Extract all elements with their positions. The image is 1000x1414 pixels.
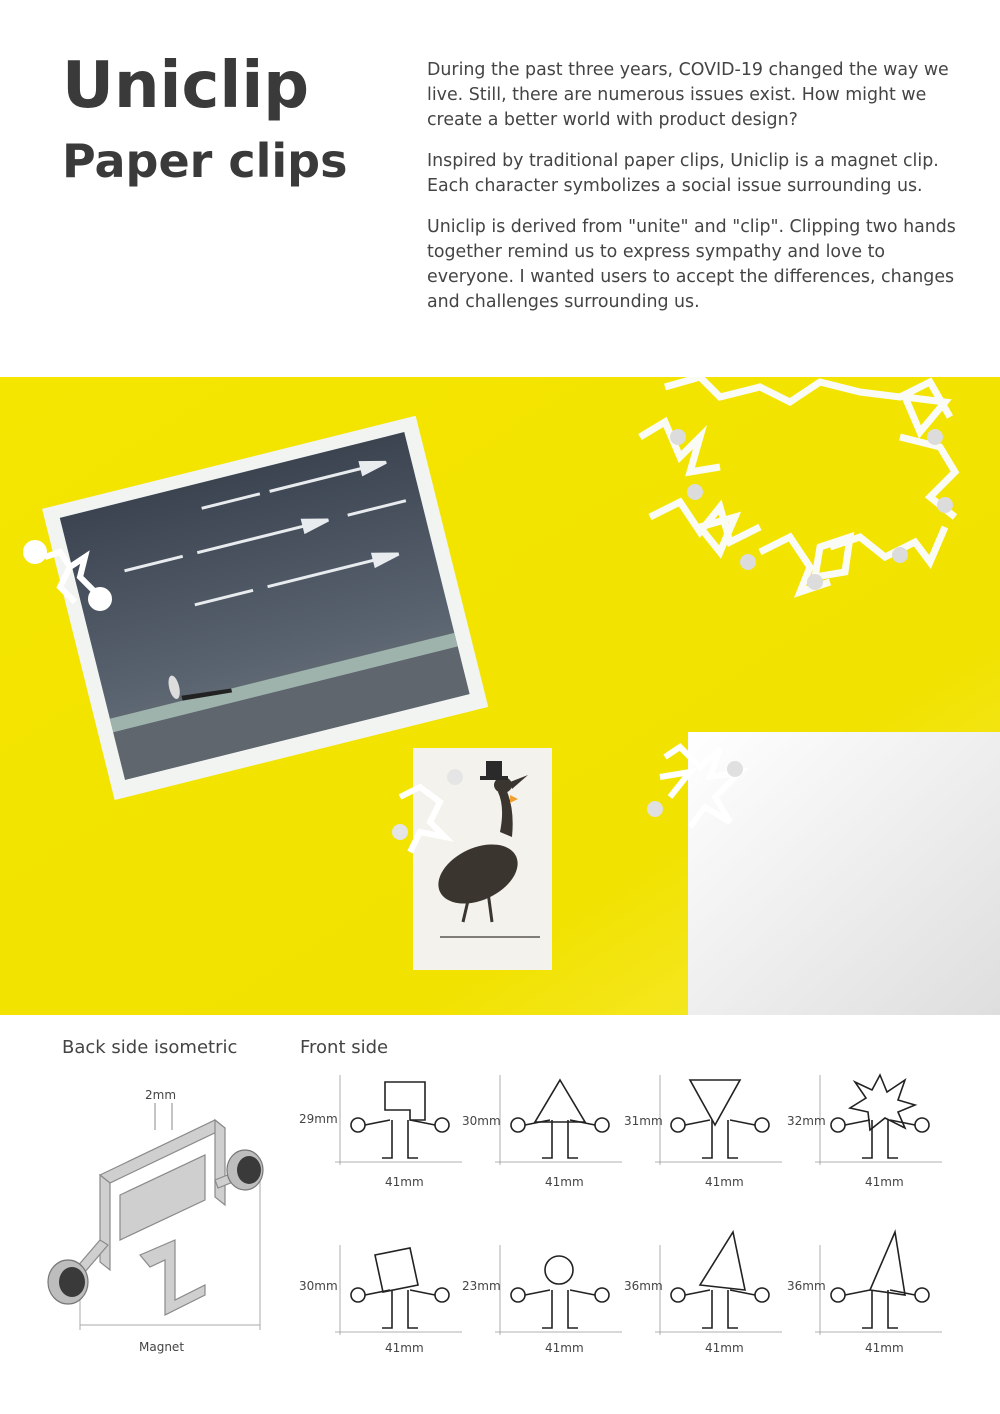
clip-arm-outline [685, 1120, 755, 1125]
clip-legs-outline [862, 1290, 898, 1328]
page-title: Uniclip [62, 49, 310, 123]
clip-width-label: 41mm [705, 1175, 744, 1189]
front-heading: Front side [300, 1037, 389, 1058]
clip-legs-outline [382, 1120, 418, 1158]
clip-magnet-outline [351, 1288, 365, 1302]
clip-magnet-outline [755, 1118, 769, 1132]
clip-height-label: 23mm [462, 1279, 501, 1293]
product-photo [0, 377, 1000, 1015]
clip-head-outline [690, 1080, 740, 1125]
clip-head-outline [545, 1256, 573, 1284]
duck-card [413, 748, 552, 970]
clip-width-label: 41mm [385, 1175, 424, 1189]
clip-magnet-outline [351, 1118, 365, 1132]
page-subtitle: Paper clips [62, 134, 348, 188]
clip-width-label: 41mm [865, 1175, 904, 1189]
clip-height-label: 30mm [462, 1114, 501, 1128]
clip-width-label: 41mm [545, 1341, 584, 1355]
clip-magnet-outline [915, 1288, 929, 1302]
clip-magnet-outline [595, 1288, 609, 1302]
clip-magnet-outline [915, 1118, 929, 1132]
clip-legs-outline [382, 1290, 418, 1328]
isometric-heading: Back side isometric [62, 1037, 238, 1058]
clip-head-outline [535, 1080, 585, 1122]
clip-magnet-outline [671, 1118, 685, 1132]
clip-height-label: 31mm [624, 1114, 663, 1128]
clip-height-label: 36mm [787, 1279, 826, 1293]
clip-arm-outline [365, 1290, 435, 1295]
clip-head-outline [700, 1232, 745, 1290]
clip-magnet-outline [511, 1118, 525, 1132]
clip-legs-outline [862, 1120, 898, 1158]
clip-magnet-outline [435, 1118, 449, 1132]
clip-legs-outline [542, 1290, 578, 1328]
clip-height-label: 32mm [787, 1114, 826, 1128]
clip-head-outline [870, 1232, 905, 1295]
clip-head-outline [375, 1248, 418, 1292]
clip-magnet-outline [831, 1288, 845, 1302]
clip-magnet-outline [511, 1288, 525, 1302]
intro-paragraph: During the past three years, COVID-19 changed the way we live. Still, there are numerous issues exist. How might we create a better world with product design? [427, 60, 949, 130]
clip-height-label: 30mm [299, 1279, 338, 1293]
clip-arm-outline [685, 1290, 755, 1295]
magnet-label: Magnet [139, 1340, 185, 1354]
isometric-clip [48, 1103, 263, 1330]
clip-height-label: 36mm [624, 1279, 663, 1293]
intro-text [427, 58, 957, 331]
clip-legs-outline [702, 1290, 738, 1328]
clip-magnet-outline [435, 1288, 449, 1302]
thickness-label: 2mm [145, 1088, 177, 1102]
clip-legs-outline [542, 1120, 578, 1158]
clip-width-label: 41mm [705, 1341, 744, 1355]
clip-arm-outline [525, 1290, 595, 1295]
clip-width-label: 41mm [865, 1341, 904, 1355]
clip-width-label: 41mm [545, 1175, 584, 1189]
clip-magnet-outline [595, 1118, 609, 1132]
clip-magnet-outline [831, 1118, 845, 1132]
clip-magnet-outline [755, 1288, 769, 1302]
intro-paragraph: Inspired by traditional paper clips, Uniclip is a magnet clip. Each character symbolizes a social issue surrounding us. [427, 151, 939, 196]
clip-legs-outline [702, 1120, 738, 1158]
clip-height-label: 29mm [299, 1112, 338, 1126]
clip-head-outline [385, 1082, 425, 1120]
intro-paragraph: Uniclip is derived from "unite" and "clip". Clipping two hands together remind us to express sympathy and love to everyone. I wanted users to accept the differences, changes and challenges surrounding us. [427, 217, 956, 312]
clip-magnet-outline [671, 1288, 685, 1302]
clip-width-label: 41mm [385, 1341, 424, 1355]
technical-drawings [0, 1015, 1000, 1414]
